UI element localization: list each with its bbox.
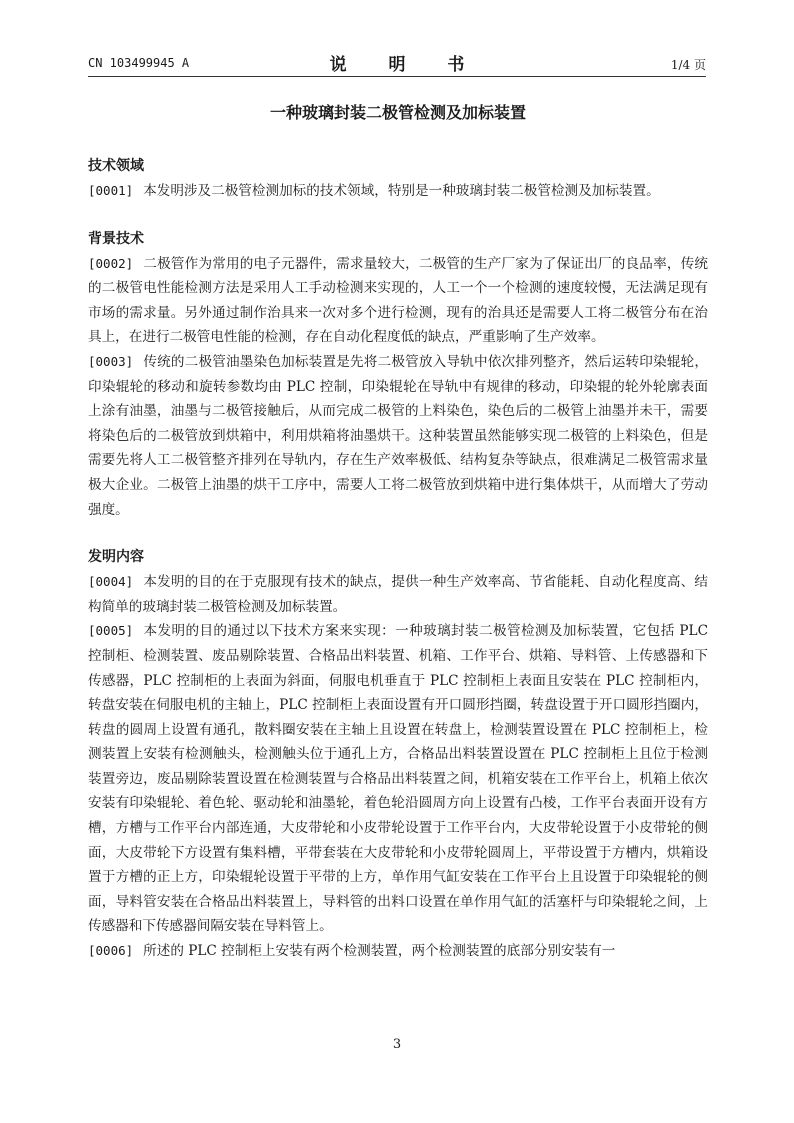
paragraph-number: [0004]	[88, 574, 134, 590]
paragraph	[88, 350, 708, 522]
paragraph-number: [0003]	[88, 353, 134, 369]
document-body	[88, 100, 708, 964]
section-heading: 发明内容	[88, 549, 144, 566]
section-heading: 背景技术	[88, 230, 144, 247]
page-indicator: 1/4 页	[670, 58, 706, 72]
paragraph-text: 本发明涉及二极管检测加标的技术领域，特别是一种玻璃封装二极管检测及加标装置。	[143, 183, 660, 199]
page-number: 3	[392, 1037, 402, 1052]
paragraph-number: [0002]	[88, 255, 134, 271]
paragraph-number: [0006]	[88, 943, 134, 959]
header-divider	[88, 76, 706, 77]
paragraph-text: 所述的 PLC 控制柜上安装有两个检测装置，两个检测装置的底部分别安装有一	[143, 943, 616, 960]
paragraph-text: 本发明的目的通过以下技术方案来实现：一种玻璃封装二极管检测及加标装置，它包括 PLC 控制柜、检测装置、废品剔除装置、合格品出料装置、机箱、工作平台、烘箱、导料管、上传感器和下传感器，PLC 控制柜的上表面为斜面，伺服电机垂直于 PLC 控制柜上表面且安装在 PLC 控制柜内，转盘安装在伺服电机的主轴上，PLC 控制柜上表面设置有开口圆形挡圈，转盘设置于开口圆形挡圈内，转盘的圆周上设置有通孔，散料圈安装在主轴上且设置在转盘上，检测装置设置在 PLC 控制柜上，检测装置上安装有检测触头，检测触头位于通孔上方，合格品出料装置设置在 PLC 控制柜上且位于检测装置旁边，废品剔除装置设置在检测装置与合格品出料装置之间，机箱安装在工作平台上，机箱上依次安装有印染辊轮、着色轮、驱动轮和油墨轮，着色轮沿圆周方向上设置有凸棱，工作平台表面开设有方槽，方槽与工作平台内部连通，大皮带轮和小皮带轮设置于工作平台内，大皮带轮设置于小皮带轮的侧面，大皮带轮下方设置有集料槽，平带套装在大皮带轮和小皮带轮圆周上，平带设置于方槽内，烘箱设置于方槽的正上方，印染辊轮设置于平带的上方，单作用气缸安装在工作平台上且设置于印染辊轮的侧面，导料管安装在合格品出料装置上，导料管的出料口设置在单作用气缸的活塞杆与印染辊轮之间，上传感器和下传感器间隔安装在导料管上。	[88, 623, 708, 935]
page-header	[88, 50, 706, 75]
paragraph	[88, 570, 708, 619]
document-title: 一种玻璃封装二极管检测及加标装置	[269, 103, 526, 122]
paragraph	[88, 619, 708, 939]
paragraph-text: 传统的二极管油墨染色加标装置是先将二极管放入导轨中依次排列整齐，然后运转印染辊轮，印染辊轮的移动和旋转参数均由 PLC 控制，印染辊轮在导轨中有规律的移动，印染辊的轮外轮廓表面上涂有油墨，油墨与二极管接触后，从而完成二极管的上料染色，染色后的二极管上油墨并未干，需要将染色后的二极管放到烘箱中，利用烘箱将油墨烘干。这种装置虽然能够实现二极管的上料染色，但是需要先将人工二极管整齐排列在导轨内，存在生产效率极低、结构复杂等缺点，很难满足二极管需求量极大企业。二极管上油墨的烘干工序中，需要人工将二极管放到烘箱中进行集体烘干，从而增大了劳动强度。	[88, 353, 708, 518]
document-type: 说 明 书	[329, 55, 483, 75]
publication-number: CN 103499945 A	[88, 56, 190, 70]
paragraph	[88, 939, 708, 964]
section-technical-field	[88, 153, 708, 204]
paragraph	[88, 252, 708, 350]
section-background	[88, 226, 708, 523]
paragraph	[88, 179, 708, 204]
section-summary	[88, 544, 708, 964]
paragraph-text: 二极管作为常用的电子元器件，需求量较大，二极管的生产厂家为了保证出厂的良品率，传统的二极管电性能检测方法是采用人工手动检测来实现的，人工一个一个检测的速度较慢，无法满足现有市场的需求量。另外通过制作治具来一次对多个进行检测，现有的治具还是需要人工将二极管分布在治具上，在进行二极管电性能的检测，存在自动化程度低的缺点，严重影响了生产效率。	[88, 255, 708, 346]
section-heading: 技术领域	[88, 158, 144, 174]
paragraph-number: [0005]	[88, 623, 134, 639]
paragraph-text: 本发明的目的在于克服现有技术的缺点，提供一种生产效率高、节省能耗、自动化程度高、结构简单的玻璃封装二极管检测及加标装置。	[88, 574, 708, 615]
paragraph-number: [0001]	[88, 183, 134, 198]
